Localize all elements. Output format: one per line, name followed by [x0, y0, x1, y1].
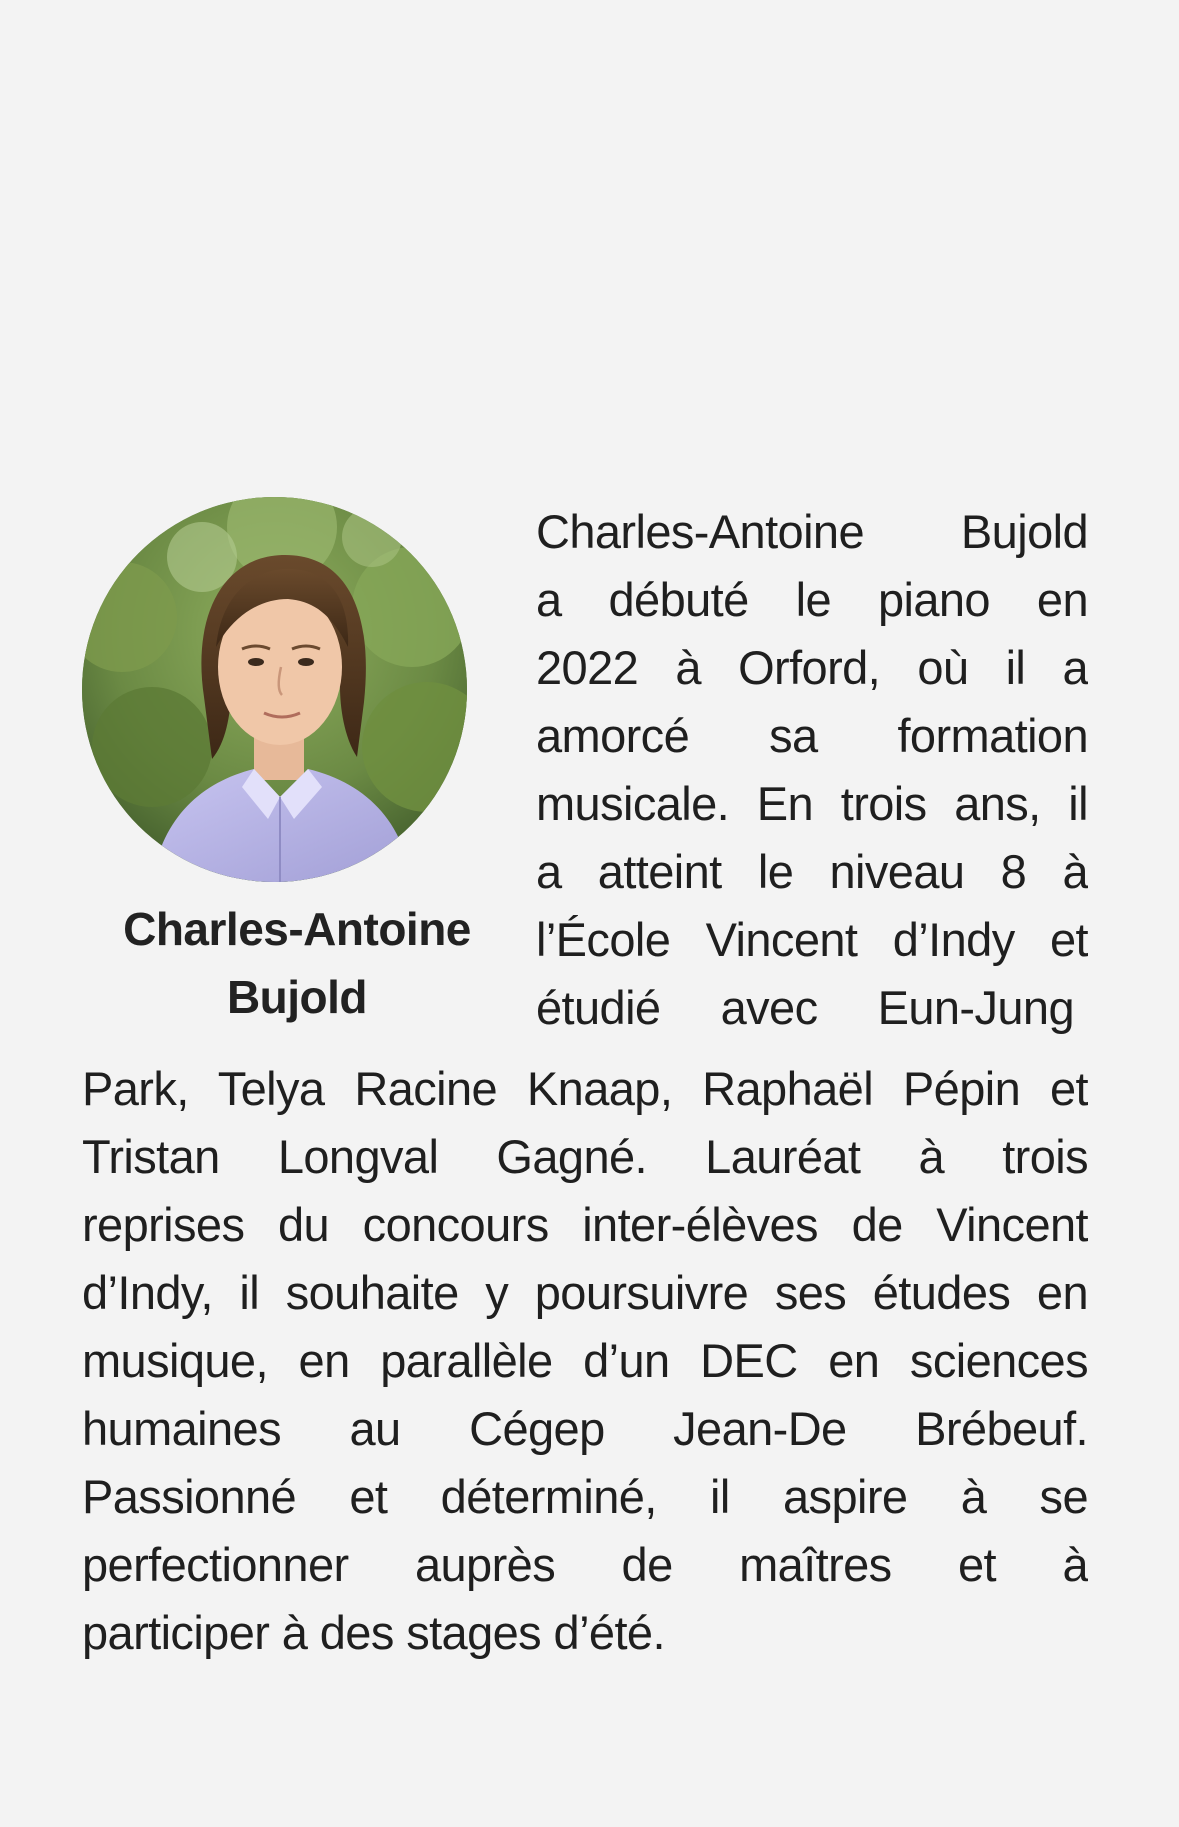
bio-line: d’Indy, il souhaite y poursuivre ses études en	[82, 1266, 1088, 1319]
bio-line: l’École Vincent d’Indy et	[536, 913, 1088, 966]
bio-line: Passionné et déterminé, il aspire à se	[82, 1470, 1088, 1523]
portrait-image	[82, 497, 467, 882]
bio-line: humaines au Cégep Jean-De Brébeuf.	[82, 1402, 1088, 1455]
bio-line: musique, en parallèle d’un DEC en sciences	[82, 1334, 1088, 1387]
bio-line: reprises du concours inter-élèves de Vincent	[82, 1198, 1088, 1251]
profile-name	[82, 895, 512, 1031]
bio-line: Charles-Antoine Bujold	[536, 505, 1088, 558]
bio-line: Tristan Longval Gagné. Lauréat à trois	[82, 1130, 1088, 1183]
bio-text-bottom	[82, 1055, 1088, 1667]
bio-line: a atteint le niveau 8 à	[536, 845, 1088, 898]
bio-line: participer à des stages d’été.	[82, 1606, 665, 1659]
bio-line: musicale. En trois ans, il	[536, 777, 1088, 830]
profile-name-line2: Bujold	[226, 971, 368, 1023]
bio-line: Park, Telya Racine Knaap, Raphaël Pépin et	[82, 1062, 1088, 1115]
bio-line: perfectionner auprès de maîtres et à	[82, 1538, 1088, 1591]
bio-line: étudié avec Eun-Jung	[536, 981, 1074, 1034]
profile-photo	[82, 497, 467, 882]
bio-line: a débuté le piano en	[536, 573, 1088, 626]
profile-name-line1: Charles-Antoine	[123, 903, 471, 955]
bio-line: 2022 à Orford, où il a	[536, 641, 1088, 694]
bio-line: amorcé sa formation	[536, 709, 1088, 762]
bio-text-top	[536, 498, 1088, 1042]
